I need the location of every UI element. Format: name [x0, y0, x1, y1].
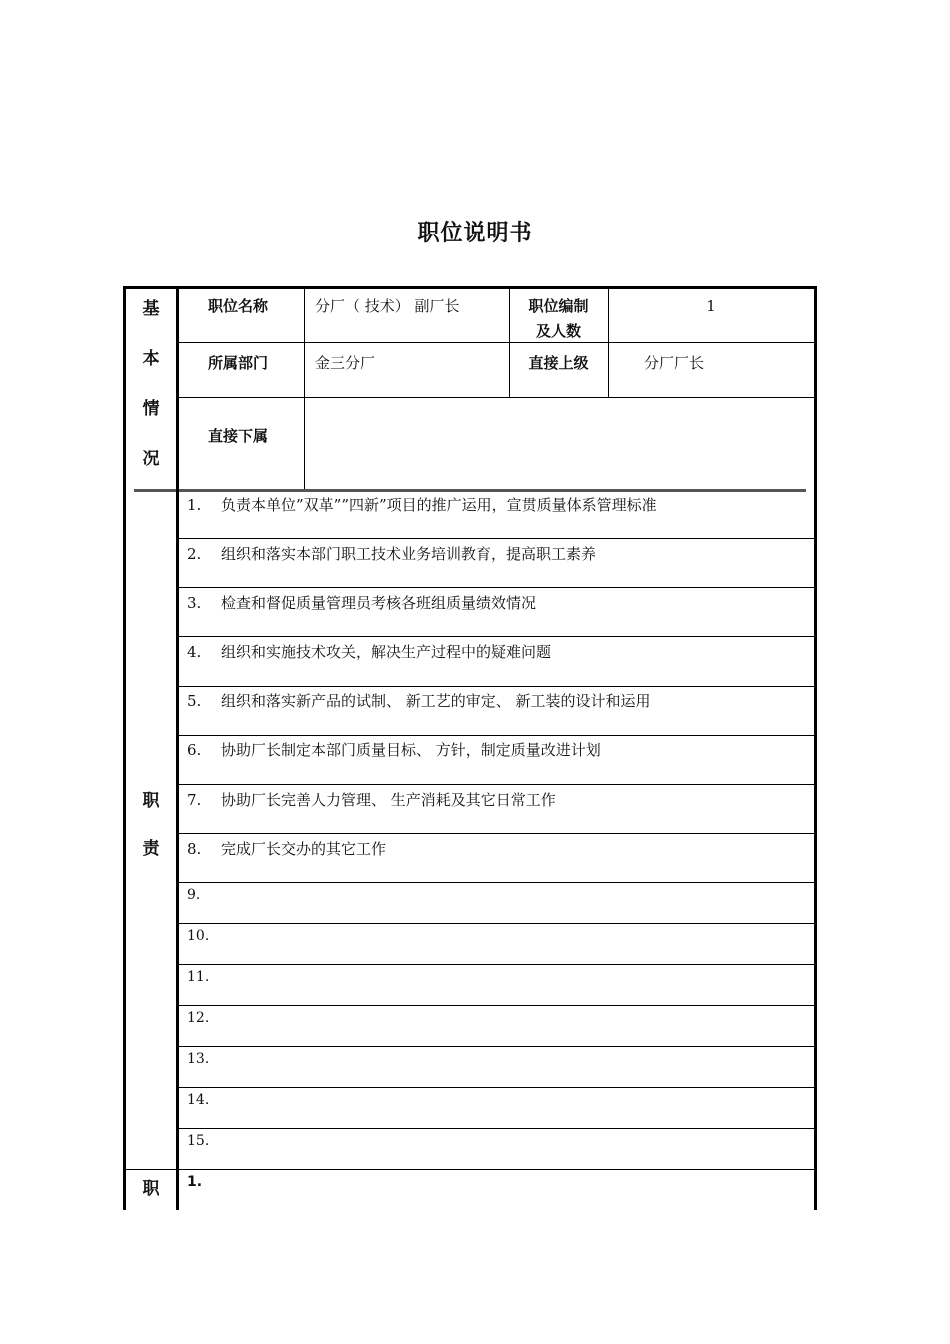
duty-item [187, 1090, 221, 1110]
row-line [179, 686, 814, 687]
duty-number: 11. [187, 969, 210, 985]
position-name-value: 分厂（ 技术） 副厂长 [315, 297, 460, 315]
row-line [179, 964, 814, 965]
row-line [179, 1087, 814, 1088]
duty-item [187, 967, 221, 987]
duty-item [187, 740, 601, 760]
duty-number: 10. [187, 928, 210, 944]
side-label-char: 本 [142, 349, 160, 369]
duty-item [187, 642, 551, 662]
side-label-char: 职 [142, 1179, 160, 1199]
duty-number: 2. [187, 545, 202, 563]
table-right-border [814, 286, 817, 1210]
table-top-border [123, 286, 817, 289]
duty-text: 协助厂长制定本部门质量目标、 方针，制定质量改进计划 [221, 741, 601, 759]
duty-item [187, 790, 556, 810]
row-line [179, 882, 814, 883]
position-name-label: 职位名称 [208, 297, 269, 315]
page-title: 职位说明书 [417, 221, 533, 246]
duty-text: 检查和督促质量管理员考核各班组质量绩效情况 [221, 594, 537, 612]
duty-number: 7. [187, 791, 202, 809]
row-line [179, 538, 814, 539]
duty-item [187, 1131, 221, 1151]
duty-number: 12. [187, 1010, 210, 1026]
grid-line [179, 397, 814, 398]
side-column-separator [176, 289, 179, 1210]
row-line [179, 587, 814, 588]
duty-item [187, 1008, 221, 1028]
side-label-char: 基 [142, 299, 160, 319]
subordinate-label: 直接下属 [208, 427, 269, 445]
duty-number: 15. [187, 1133, 210, 1149]
superior-label: 直接上级 [528, 354, 589, 372]
side-label-char: 责 [142, 839, 160, 859]
duty-item [187, 593, 536, 613]
duty-item [187, 885, 221, 905]
row-line [126, 1169, 814, 1170]
duty-item [187, 691, 651, 711]
row-line [179, 833, 814, 834]
table-left-border [123, 286, 126, 1210]
duty-number: 5. [187, 692, 202, 710]
duty-item [187, 1049, 221, 1069]
headcount-label-line-1: 职位编制 [528, 297, 589, 315]
superior-value: 分厂厂长 [644, 354, 705, 372]
row-line [179, 735, 814, 736]
side-label-char: 情 [142, 399, 160, 419]
department-value: 金三分厂 [315, 354, 376, 372]
duty-number: 4. [187, 643, 202, 661]
duty-text: 组织和落实本部门职工技术业务培训教育，提高职工素养 [221, 545, 597, 563]
duty-number: 6. [187, 741, 202, 759]
row-line [179, 1046, 814, 1047]
duty-text: 组织和实施技术攻关，解决生产过程中的疑难问题 [221, 643, 552, 661]
row-line [179, 1128, 814, 1129]
duty-number: 9. [187, 887, 201, 903]
grid-line [179, 342, 814, 343]
side-label-char: 职 [142, 791, 160, 811]
next-section-item: 1. [187, 1174, 203, 1190]
row-line [179, 1005, 814, 1006]
row-line [179, 923, 814, 924]
duty-text: 协助厂长完善人力管理、 生产消耗及其它日常工作 [221, 791, 556, 809]
section-divider [179, 489, 806, 492]
duty-item [187, 544, 596, 564]
side-label-char: 况 [142, 449, 160, 469]
row-line [179, 784, 814, 785]
headcount-value: 1 [706, 297, 716, 315]
duty-number: 13. [187, 1051, 210, 1067]
duty-number: 14. [187, 1092, 210, 1108]
row-line [179, 636, 814, 637]
section-divider [134, 489, 176, 492]
grid-line [304, 289, 305, 489]
duty-text: 组织和落实新产品的试制、 新工艺的审定、 新工装的设计和运用 [221, 692, 651, 710]
duty-number: 3. [187, 594, 202, 612]
department-label: 所属部门 [208, 354, 269, 372]
duty-text: 完成厂长交办的其它工作 [221, 840, 387, 858]
duty-item [187, 839, 386, 859]
duty-number: 1. [187, 496, 202, 514]
duty-text: 负责本单位”双革””四新”项目的推广运用，宣贯质量体系管理标准 [221, 496, 657, 514]
duty-number: 8. [187, 840, 202, 858]
duty-item [187, 926, 221, 946]
duty-item [187, 495, 657, 515]
headcount-label-line-2: 及人数 [535, 322, 581, 340]
